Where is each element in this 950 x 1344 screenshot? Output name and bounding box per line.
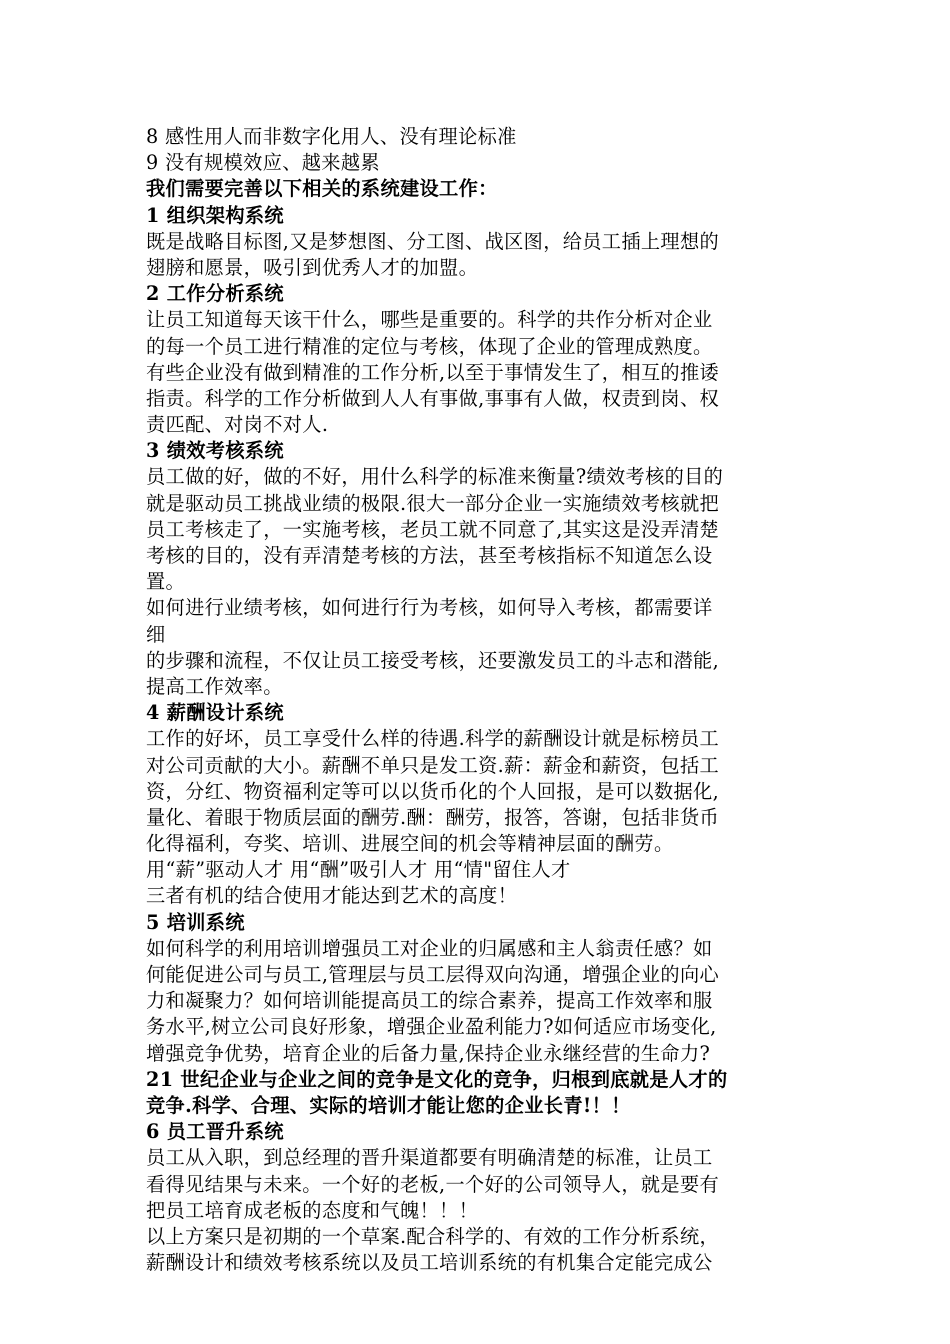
paragraph-line: 量化、着眼于物质层面的酬劳.酬：酬劳，报答，答谢，包括非货币: [146, 805, 720, 829]
paragraph-line: 如何科学的利用培训增强员工对企业的归属感和主人翁责任感？如: [146, 936, 713, 960]
paragraph-line: 工作的好坏，员工享受什么样的待遇.科学的薪酬设计就是标榜员工: [146, 727, 720, 751]
paragraph-line: 的每一个员工进行精准的定位与考核，体现了企业的管理成熟度。: [146, 334, 713, 358]
paragraph-line: 薪酬设计和绩效考核系统以及员工培训系统的有机集合定能完成公: [146, 1251, 713, 1275]
paragraph-line: 三者有机的结合使用才能达到艺术的高度！: [146, 884, 518, 908]
section-heading-job-analysis: 2 工作分析系统: [146, 282, 284, 306]
paragraph-line: 看得见结果与未来。一个好的老板,一个好的公司领导人，就是要有: [146, 1172, 720, 1196]
emphasis-line: 竞争.科学、合理、实际的培训才能让您的企业长青!！！: [146, 1093, 631, 1117]
paragraph-line: 如何进行业绩考核，如何进行行为考核，如何导入考核，都需要详: [146, 596, 713, 620]
paragraph-line: 指责。科学的工作分析做到人人有事做,事事有人做，权责到岗、权: [146, 386, 720, 410]
paragraph-line: 资，分红、物资福利定等可以以货币化的个人回报，是可以数据化,: [146, 779, 720, 803]
emphasis-line: 21 世纪企业与企业之间的竞争是文化的竞争，归根到底就是人才的: [146, 1067, 728, 1091]
section-intro-heading: 我们需要完善以下相关的系统建设工作：: [146, 177, 498, 201]
list-item: 9 没有规模效应、越来越累: [146, 151, 380, 175]
paragraph-line: 员工考核走了，一实施考核，老员工就不同意了,其实这是没弄清楚: [146, 517, 720, 541]
paragraph-line: 有些企业没有做到精准的工作分析,以至于事情发生了，相互的推诿: [146, 360, 720, 384]
paragraph-line: 以上方案只是初期的一个草案.配合科学的、有效的工作分析系统，: [146, 1224, 720, 1248]
paragraph-line: 增强竞争优势，培育企业的后备力量,保持企业永继经营的生命力?: [146, 1041, 711, 1065]
section-heading-org-structure: 1 组织架构系统: [146, 203, 284, 227]
section-heading-training: 5 培训系统: [146, 910, 245, 934]
paragraph-line: 员工从入职，到总经理的晋升渠道都要有明确清楚的标准，让员工: [146, 1146, 713, 1170]
paragraph-line: 力和凝聚力？如何培训能提高员工的综合素养，提高工作效率和服: [146, 989, 713, 1013]
paragraph-line: 就是驱动员工挑战业绩的极限.很大一部分企业一实施绩效考核就把: [146, 491, 720, 515]
paragraph-line: 细: [146, 622, 166, 646]
list-item: 8 感性用人而非数字化用人、没有理论标准: [146, 125, 517, 148]
paragraph-line: 翅膀和愿景，吸引到优秀人才的加盟。: [146, 255, 479, 279]
paragraph-line: 化得福利，夸奖、培训、进展空间的机会等精神层面的酬劳。: [146, 832, 674, 856]
paragraph-line: 的步骤和流程，不仅让员工接受考核，还要激发员工的斗志和潜能,: [146, 648, 720, 672]
paragraph-line: 提高工作效率。: [146, 674, 283, 698]
paragraph-line: 把员工培育成老板的态度和气魄！！！: [146, 1198, 479, 1222]
paragraph-line: 让员工知道每天该干什么，哪些是重要的。科学的共作分析对企业: [146, 308, 713, 332]
paragraph-line: 置。: [146, 570, 186, 594]
section-heading-compensation: 4 薪酬设计系统: [146, 701, 284, 725]
paragraph-line: 用“薪”驱动人才 用“酬”吸引人才 用“情"留住人才: [146, 858, 571, 882]
document-body: [146, 124, 811, 1276]
paragraph-line: 务水平,树立公司良好形象，增强企业盈利能力?如何适应市场变化,: [146, 1015, 717, 1039]
paragraph-line: 既是战略目标图,又是梦想图、分工图、战区图，给员工插上理想的: [146, 229, 720, 253]
section-heading-promotion: 6 员工晋升系统: [146, 1120, 284, 1144]
paragraph-line: 员工做的好，做的不好，用什么科学的标准来衡量?绩效考核的目的: [146, 465, 724, 489]
paragraph-line: 责匹配、对岗不对人.: [146, 413, 329, 437]
paragraph-line: 对公司贡献的大小。薪酬不单只是发工资.薪：薪金和薪资，包括工: [146, 753, 720, 777]
paragraph-line: 何能促进公司与员工,管理层与员工层得双向沟通，增强企业的向心: [146, 963, 720, 986]
section-heading-performance: 3 绩效考核系统: [146, 439, 284, 463]
paragraph-line: 考核的目的，没有弄清楚考核的方法，甚至考核指标不知道怎么设: [146, 544, 713, 567]
